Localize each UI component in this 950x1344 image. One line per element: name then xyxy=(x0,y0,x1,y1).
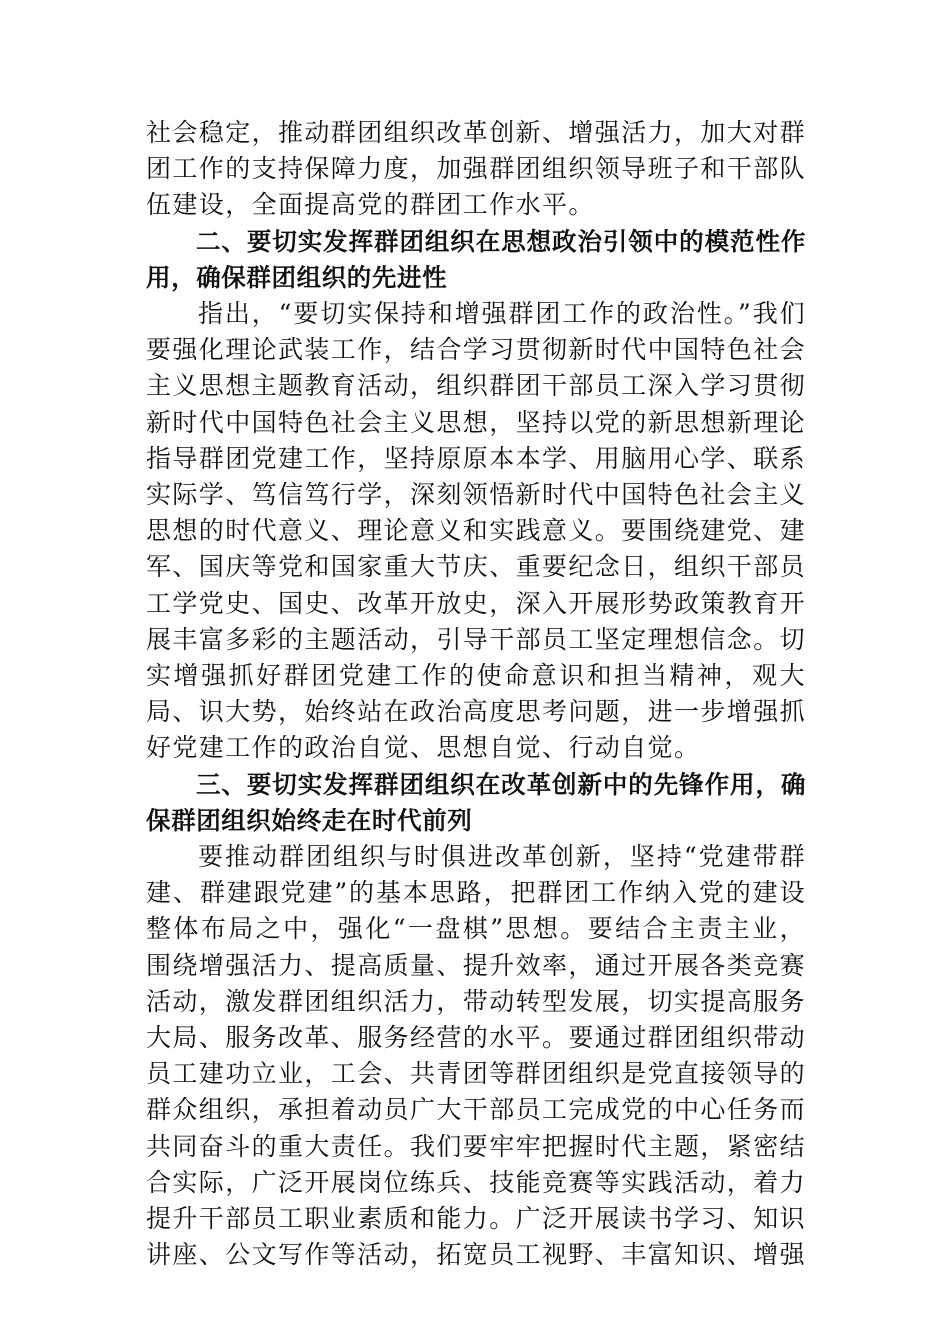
document-page xyxy=(146,115,806,1274)
section-heading: 三、要切实发挥群团组织在改革创新中的先锋作用，确保群团组织始终走在时代前列 xyxy=(146,769,806,835)
section-heading: 二、要切实发挥群团组织在思想政治引领中的模范性作用，确保群团组织的先进性 xyxy=(146,226,806,292)
body-paragraph: 要推动群团组织与时俱进改革创新，坚持“党建带群建、群建跟党建”的基本思路，把群团工作纳入党的建设整体布局之中，强化“一盘棋”思想。要结合主责主业，围绕增强活力、提高质量、提升效率，通过开展各类竞赛活动，激发群团组织活力，带动转型发展，切实提高服务大局、服务改革、服务经营的水平。要通过群团组织带动员工建功立业，工会、共青团等群团组织是党直接领导的群众组织，承担着动员广大干部员工完成党的中心任务而共同奋斗的重大责任。我们要牢牢把握时代主题，紧密结合实际，广泛开展岗位练兵、技能竞赛等实践活动，着力提升干部员工职业素质和能力。广泛开展读书学习、知识讲座、公文写作等活动，拓宽员工视野、丰富知识、增强 xyxy=(146,842,807,1270)
body-paragraph: 指出，“要切实保持和增强群团工作的政治性。”我们要强化理论武装工作，结合学习贯彻新时代中国特色社会主义思想主题教育活动，组织群团干部员工深入学习贯彻新时代中国特色社会主义思想，坚持以党的新思想新理论指导群团党建工作，坚持原原本本学、用脑用心学、联系实际学、笃信笃行学，深刻领悟新时代中国特色社会主义思想的时代意义、理论意义和实践意义。要围绕建党、建军、国庆等党和国家重大节庆、重要纪念日，组织干部员工学党史、国史、改革开放史，深入开展形势政策教育开展丰富多彩的主题活动，引导干部员工坚定理想信念。切实增强抓好群团党建工作的使命意识和担当精神，观大局、识大势，始终站在政治高度思考问题，进一步增强抓好党建工作的政治自觉、思想自觉、行动自觉。 xyxy=(146,299,807,763)
body-paragraph: 社会稳定，推动群团组织改革创新、增强活力，加大对群团工作的支持保障力度，加强群团组织领导班子和干部队伍建设，全面提高党的群团工作水平。 xyxy=(146,118,807,220)
